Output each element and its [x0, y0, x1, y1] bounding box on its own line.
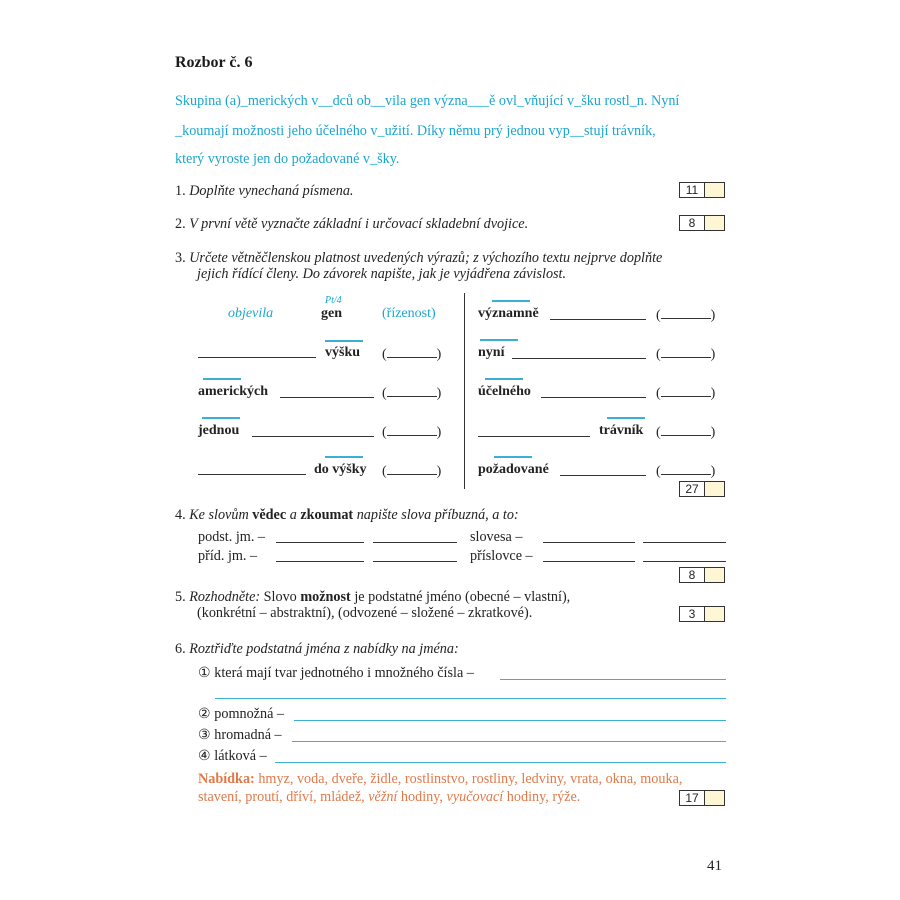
- mark-line: [485, 378, 523, 380]
- task-text: Ke slovům: [189, 507, 249, 523]
- answer-line[interactable]: [292, 741, 726, 742]
- grid-word: účelného: [478, 384, 531, 399]
- task-text: je podstatné jméno (obecné – vlastní),: [354, 589, 571, 605]
- mark-line: [480, 339, 518, 341]
- label-prid: příd. jm. –: [198, 548, 258, 564]
- task-text: jejich řídící členy. Do závorek napište, jak je vyjádřena závislost.: [197, 266, 567, 282]
- mark-line: [607, 417, 645, 419]
- offer-line-2: [198, 789, 580, 806]
- task-3-line-1: [175, 250, 662, 267]
- task-text: Doplňte vynechaná písmena.: [189, 183, 354, 199]
- answer-blank[interactable]: [643, 542, 726, 543]
- answer-blank[interactable]: [198, 474, 306, 475]
- example-word: gen: [321, 306, 342, 321]
- task-5-line-1: [175, 589, 570, 606]
- mark-line: [202, 417, 240, 419]
- paren-blank[interactable]: ( ): [382, 347, 442, 362]
- paren-blank[interactable]: ( ): [656, 347, 716, 362]
- task-1: [175, 183, 353, 200]
- paren-blank[interactable]: ( ): [656, 386, 716, 401]
- answer-line[interactable]: [500, 679, 726, 680]
- answer-blank[interactable]: [280, 397, 374, 398]
- category-4: ④ látková –: [198, 748, 267, 764]
- paren-blank[interactable]: ( ): [656, 425, 716, 440]
- grid-word: nyní: [478, 345, 505, 360]
- score-input[interactable]: [705, 216, 724, 230]
- paren-blank[interactable]: ( ): [382, 464, 442, 479]
- paren-blank[interactable]: ( ): [656, 464, 716, 479]
- score-input[interactable]: [705, 568, 724, 582]
- answer-line[interactable]: [275, 762, 726, 763]
- task-word: zkoumat: [300, 507, 354, 523]
- offer-label: Nabídka:: [198, 771, 255, 787]
- answer-blank[interactable]: [543, 542, 635, 543]
- score-max: 3: [680, 607, 705, 621]
- task-4: [175, 507, 519, 524]
- answer-blank[interactable]: [373, 561, 457, 562]
- task-text: V první větě vyznačte základní i určovací skladební dvojice.: [189, 216, 529, 232]
- answer-blank[interactable]: [276, 542, 364, 543]
- task-number: 2.: [175, 216, 186, 232]
- score-box-6: [679, 790, 725, 806]
- grid-word: trávník: [599, 423, 644, 438]
- offer-text: vyučovací: [446, 789, 504, 805]
- mark-line: [325, 340, 363, 342]
- grid-word: do výšky: [314, 462, 367, 477]
- grid-word: výšku: [325, 345, 361, 360]
- task-word: vědec: [252, 507, 287, 523]
- task-text: Určete větněčlenskou platnost uvedených výrazů; z výchozího textu nejprve doplňte: [189, 250, 663, 266]
- answer-blank[interactable]: [550, 319, 646, 320]
- mark-line: [492, 300, 530, 302]
- score-max: 27: [680, 482, 705, 496]
- intro-line-3: který vyroste jen do požadované v_šky.: [175, 151, 400, 167]
- task-text: Slovo: [263, 589, 297, 605]
- category-2: ② pomnožná –: [198, 706, 285, 722]
- mark-line: [325, 456, 363, 458]
- answer-blank[interactable]: [373, 542, 457, 543]
- intro-line-1: Skupina (a)_merických v__dců ob__vila gen význa___ě ovl_vňující v_šku rostl_n. Nyní: [175, 93, 680, 109]
- page-number: 41: [707, 858, 722, 874]
- example-governing: objevila: [228, 306, 274, 321]
- label-slovesa: slovesa –: [470, 529, 523, 545]
- grid-divider: [464, 293, 465, 489]
- score-box-1: [679, 182, 725, 198]
- task-2: [175, 216, 528, 233]
- score-box-5: [679, 606, 725, 622]
- score-max: 11: [680, 183, 705, 197]
- mark-line: [203, 378, 241, 380]
- paren-blank[interactable]: ( ): [382, 386, 442, 401]
- label-prislovce: příslovce –: [470, 548, 533, 564]
- score-max: 8: [680, 216, 705, 230]
- score-input[interactable]: [705, 482, 724, 496]
- offer-text: hodiny,: [400, 789, 443, 805]
- score-input[interactable]: [705, 183, 724, 197]
- category-1: ① která mají tvar jednotného i množného čísla –: [198, 665, 474, 681]
- paren-blank[interactable]: ( ): [656, 308, 716, 323]
- task-word: možnost: [300, 589, 351, 605]
- answer-blank[interactable]: [560, 475, 646, 476]
- offer-text: stavení, proutí, dříví, mládež,: [198, 789, 365, 805]
- task-number: 1.: [175, 183, 186, 199]
- task-number: 4.: [175, 507, 186, 523]
- task-text: napište slova příbuzná, a to:: [356, 507, 519, 523]
- offer-text: věžní: [368, 789, 398, 805]
- answer-blank[interactable]: [512, 358, 646, 359]
- task-5-line-2: (konkrétní – abstraktní), (odvozené – složené – zkratkové).: [197, 605, 533, 621]
- score-box-4: [679, 567, 725, 583]
- paren-blank[interactable]: ( ): [382, 425, 442, 440]
- task-text: Rozhodněte:: [189, 589, 261, 605]
- answer-blank[interactable]: [543, 561, 635, 562]
- grid-word: významně: [478, 306, 539, 321]
- answer-blank[interactable]: [643, 561, 726, 562]
- task-6: [175, 641, 459, 658]
- task-text: Roztřiďte podstatná jména z nabídky na jména:: [189, 641, 459, 657]
- offer-text: hmyz, voda, dveře, židle, rostlinstvo, rostliny, ledviny, vrata, okna, mouka,: [258, 771, 683, 787]
- grid-word: požadované: [478, 462, 549, 477]
- task-text: a: [289, 507, 297, 523]
- category-3: ③ hromadná –: [198, 727, 282, 743]
- answer-blank[interactable]: [252, 436, 374, 437]
- grid-word: amerických: [198, 384, 268, 399]
- grid-word: jednou: [198, 423, 240, 438]
- answer-line[interactable]: [215, 698, 726, 699]
- task-3-line-2: [197, 266, 566, 283]
- score-max: 17: [680, 791, 705, 805]
- task-number: 6.: [175, 641, 186, 657]
- intro-line-2: _koumají možnosti jeho účelného v_užití. Díky němu prý jednou vyp__stují trávník,: [175, 123, 656, 139]
- answer-blank[interactable]: [478, 436, 590, 437]
- mark-line: [494, 456, 532, 458]
- label-podst: podst. jm. –: [198, 529, 266, 545]
- answer-blank[interactable]: [541, 397, 646, 398]
- score-box-3: [679, 481, 725, 497]
- score-box-2: [679, 215, 725, 231]
- page-title: Rozbor č. 6: [175, 54, 253, 71]
- example-mark: Pt/4: [325, 295, 342, 306]
- offer-text: hodiny, rýže.: [506, 789, 581, 805]
- offer-line-1: [198, 771, 682, 788]
- score-input[interactable]: [705, 607, 724, 621]
- answer-blank[interactable]: [198, 357, 316, 358]
- task-number: 3.: [175, 250, 186, 266]
- score-input[interactable]: [705, 791, 724, 805]
- answer-line[interactable]: [294, 720, 726, 721]
- example-paren: (řízenost): [382, 306, 436, 321]
- answer-blank[interactable]: [276, 561, 364, 562]
- task-number: 5.: [175, 589, 186, 605]
- score-max: 8: [680, 568, 705, 582]
